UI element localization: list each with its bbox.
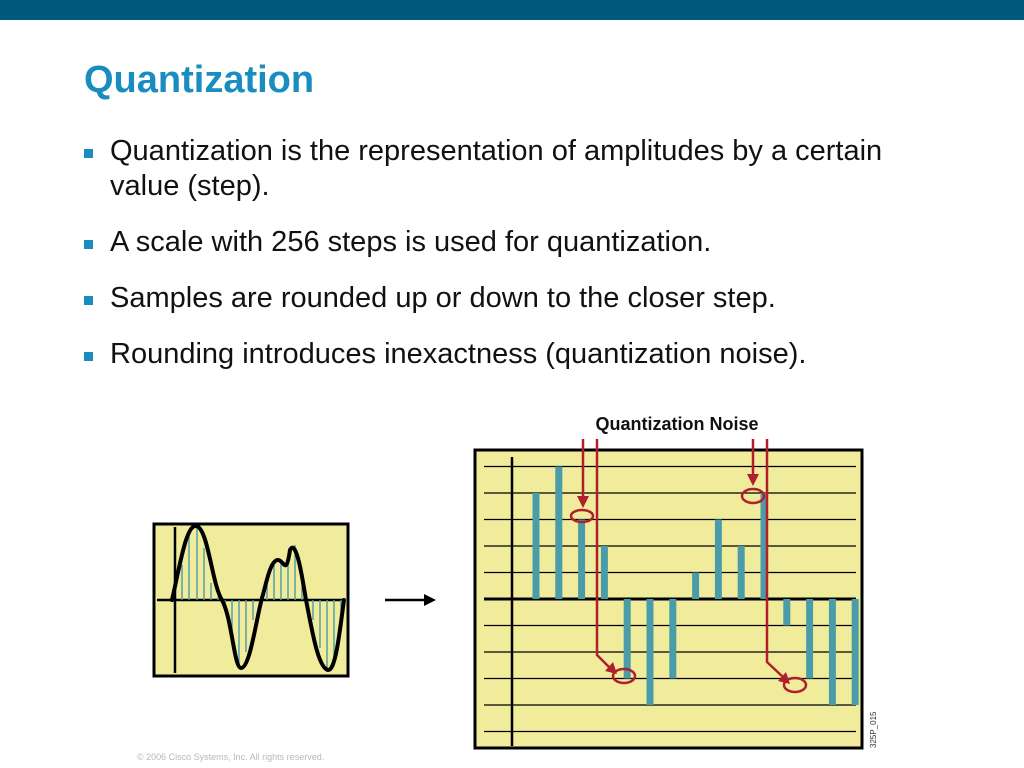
quantized-bar	[806, 599, 813, 679]
bullet-text: Rounding introduces inexactness (quantization noise).	[110, 338, 807, 370]
quantized-bar	[852, 599, 859, 705]
quantized-bar	[738, 546, 745, 599]
quantized-bar	[783, 599, 790, 626]
copyright-notice: © 2006 Cisco Systems, Inc. All rights reserved.	[137, 752, 325, 762]
figure-id: 325P_015	[869, 711, 878, 748]
quantized-bar	[647, 599, 654, 705]
quantized-signal-panel	[475, 450, 862, 748]
noise-label: Quantization Noise	[595, 414, 759, 434]
quantized-bar	[715, 520, 722, 600]
quantized-bar	[601, 546, 608, 599]
bullet-text: Samples are rounded up or down to the closer step.	[110, 282, 776, 314]
bullet-text: Quantization is the representation of amplitudes by a certain value (step).	[110, 135, 883, 202]
arrow-right-icon	[385, 594, 436, 606]
quantized-bar	[555, 467, 562, 600]
slide-title: Quantization	[84, 59, 315, 101]
quantized-bar	[624, 599, 631, 679]
quantized-bar	[692, 573, 699, 600]
quantized-bar	[533, 493, 540, 599]
quantized-bar	[829, 599, 836, 705]
quantized-bar	[578, 520, 585, 600]
bullet-text: A scale with 256 steps is used for quantization.	[110, 226, 712, 258]
quantized-bar	[669, 599, 676, 679]
analog-signal-panel	[154, 524, 348, 676]
